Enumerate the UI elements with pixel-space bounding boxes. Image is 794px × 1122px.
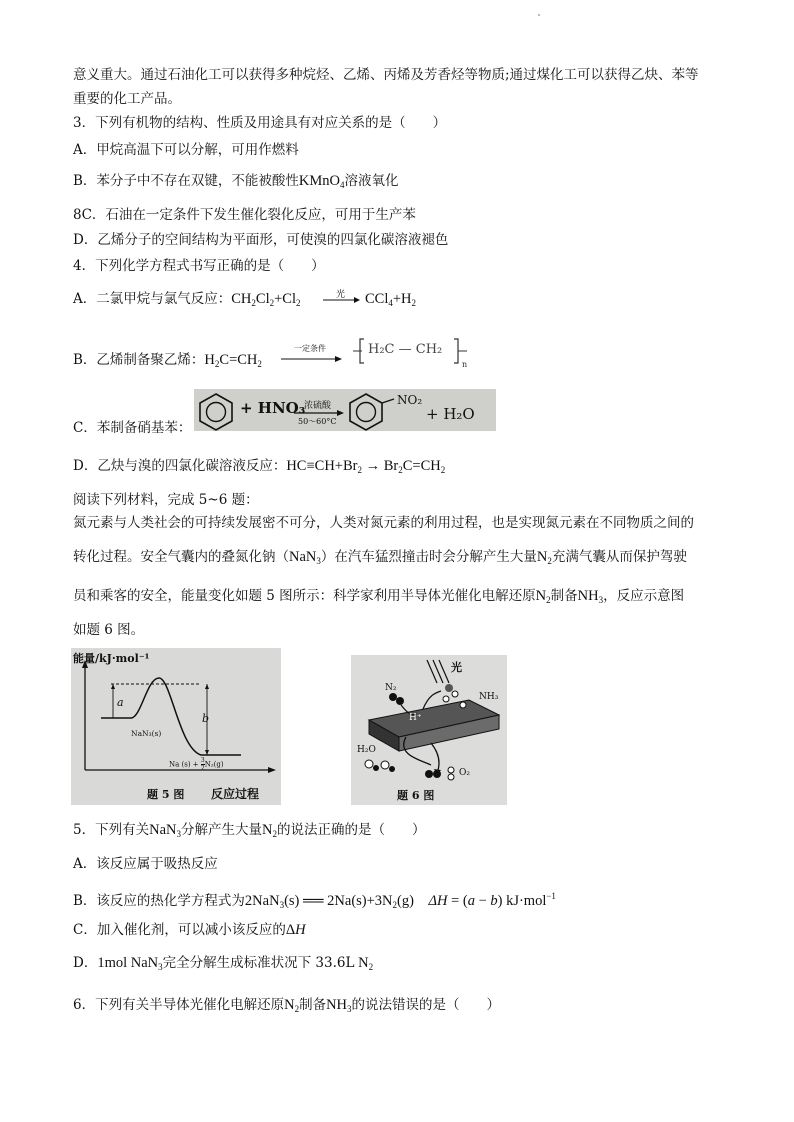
q5-option-c xyxy=(73,920,306,940)
n2-formula: $N_2$ xyxy=(284,997,300,1014)
ethylene-formula: $H_2C=CH_2$ xyxy=(204,352,262,369)
q3-b-tail: 溶液氧化 xyxy=(344,173,399,189)
delta-h-symbol: ΔH xyxy=(285,922,306,938)
scan-speck xyxy=(538,14,540,16)
polymer-unit: H₂C — CH₂ xyxy=(368,342,443,357)
fig5-caption: 题 5 图 xyxy=(147,788,185,801)
water-product: + H₂O xyxy=(426,405,475,423)
nh3-formula: $NH_3$ xyxy=(577,588,604,605)
intro-line-2: 重要的化工产品。 xyxy=(73,91,181,107)
fig5-product-n2: N₂(g) xyxy=(204,760,224,769)
q5-stem xyxy=(73,820,425,844)
n2-formula: $N_2$ xyxy=(261,822,277,839)
q4-option-c-label: C．苯制备硝基苯： xyxy=(73,420,192,436)
q6-stem xyxy=(73,995,500,1019)
reading-line-2a: 转化过程。安全气囊内的叠氮化钠（ xyxy=(73,549,289,565)
q5-stem-c: 的说法正确的是（ ） xyxy=(276,822,426,838)
fig5-label-a: a xyxy=(117,696,124,709)
q4-b-label: B．乙烯制备聚乙烯： xyxy=(73,352,205,368)
q4-option-a xyxy=(73,289,301,313)
reading-line-1: 氮元素与人类社会的可持续发展密不可分，人类对氮元素的利用过程，也是实现氮元素在不同物质之间的 xyxy=(73,515,694,531)
q3-option-c: 8C．石油在一定条件下发生催化裂化反应，可用于生产苯 xyxy=(73,207,416,223)
hno3-reagent: + HNO₃ xyxy=(240,399,306,417)
n2-formula: $N_2$ xyxy=(535,588,551,605)
q4-option-d xyxy=(73,456,445,480)
q3-option-b xyxy=(73,171,399,195)
reading-intro: 阅读下列材料，完成 5~6 题： xyxy=(73,492,259,508)
fig6-o2-label: O₂ xyxy=(459,768,470,778)
q4-a-arrow xyxy=(322,288,362,308)
q5-stem-a: 5．下列有关 xyxy=(73,822,150,838)
q4-b-arrow xyxy=(280,345,344,367)
reading-line-3a: 员和乘客的安全，能量变化如题 5 图所示：科学家利用半导体光催化电解还原 xyxy=(73,588,536,604)
q5-d-label: D． xyxy=(73,955,98,971)
reading-line-2b: ）在汽车猛烈撞击时会分解产生大量 xyxy=(320,549,537,565)
q6-stem-b: 制备 xyxy=(299,997,327,1013)
fig6-h2o-label: H₂O xyxy=(357,745,376,755)
energy-profile-graphic xyxy=(71,648,281,805)
q6-stem-c: 的说法错误的是（ ） xyxy=(351,997,501,1013)
fig5-x-axis-label: 反应过程 xyxy=(211,787,260,801)
fig6-light-label: 光 xyxy=(451,661,462,674)
q3-stem: 3．下列有机物的结构、性质及用途具有对应关系的是（ ） xyxy=(73,115,447,131)
acetylene-equation: $HC\equiv CH+Br_2 \to Br_2C=CH_2$ xyxy=(286,458,446,475)
q4-a-label: A．二氯甲烷与氯气反应： xyxy=(73,291,232,307)
reading-line-2 xyxy=(73,547,687,571)
fig5-product-label xyxy=(169,757,224,772)
svg-text:n: n xyxy=(462,360,468,369)
temperature-label: 50～60°C xyxy=(298,417,337,426)
q4-option-b xyxy=(73,350,262,374)
q3-b-text: B．苯分子中不存在双键，不能被酸性 xyxy=(73,173,299,189)
nan3-formula: NaN$_3$ xyxy=(289,549,321,566)
nitration-equation-image xyxy=(194,389,496,431)
polyethylene-structure xyxy=(350,335,470,369)
q5-option-b xyxy=(73,886,556,915)
mol-nan3-amount: 1mol NaN$_3$ xyxy=(97,955,163,972)
q5-option-d xyxy=(73,953,373,977)
reading-line-2c: 充满气囊从而保护驾驶 xyxy=(551,549,687,565)
q4-stem: 4．下列化学方程式书写正确的是（ ） xyxy=(73,258,325,274)
n2-formula: $N_2$ xyxy=(354,955,374,972)
fig5-reactant-label: NaN₃(s) xyxy=(131,729,162,738)
catalyst-label: 浓硫酸 xyxy=(304,401,332,411)
q5-stem-b: 分解产生大量 xyxy=(180,822,262,838)
q4-a-condition: 光 xyxy=(336,290,346,300)
intro-line-1: 意义重大。通过石油化工可以获得多种烷烃、乙烯、丙烯及芳香烃等物质;通过煤化工可以获得乙炔、苯等 xyxy=(73,67,699,83)
q5-c-text: C．加入催化剂，可以减小该反应的 xyxy=(73,922,286,938)
q6-stem-a: 6．下列有关半导体光催化电解还原 xyxy=(73,997,285,1013)
q5-d-text: 完全分解生成标准状况下 33.6L xyxy=(162,955,355,971)
fig5-frac-den: 2 xyxy=(200,765,205,772)
reading-line-3c: ，反应示意图 xyxy=(603,588,685,604)
fig5-product-na: Na (s) + xyxy=(169,760,201,769)
q3-option-a: A．甲烷高温下可以分解，可用作燃料 xyxy=(73,142,299,158)
fig5-frac-num: 3 xyxy=(200,757,205,764)
q4-b-condition: 一定条件 xyxy=(294,344,326,353)
reading-line-3 xyxy=(73,586,684,610)
nh3-formula: $NH_3$ xyxy=(326,997,352,1014)
kmno4-formula: KMnO$_4$ xyxy=(298,173,345,190)
reading-line-4: 如题 6 图。 xyxy=(73,622,145,638)
thermochemical-equation: 2NaN$_3$(s) ══ $2Na(s)+3N_2(g)$ ΔH = (a − b) kJ·mol$^{-1}$ xyxy=(244,891,556,910)
n2-formula: $N_2$ xyxy=(536,549,552,566)
fig5-label-b: b xyxy=(202,712,210,725)
reading-line-3b: 制备 xyxy=(550,588,578,604)
figure-6-photocatalysis xyxy=(351,655,507,805)
q4-a-products: $CCl_4+H_2$ xyxy=(365,291,417,308)
q3-option-d: D．乙烯分子的空间结构为平面形，可使溴的四氯化碳溶液褪色 xyxy=(73,232,449,248)
nitro-group-label: NO₂ xyxy=(397,393,423,407)
nan3-formula: NaN$_3$ xyxy=(149,822,181,839)
figure-5-energy-diagram xyxy=(71,648,281,805)
fig5-y-axis-label: 能量/kJ·mol⁻¹ xyxy=(73,652,150,665)
q5-b-text: B．该反应的热化学方程式为 xyxy=(73,892,245,909)
fig6-nh3-label: NH₃ xyxy=(479,692,499,702)
long-arrow-icon xyxy=(280,345,344,367)
q4-d-label: D．乙炔与溴的四氯化碳溶液反应： xyxy=(73,458,287,474)
photocatalyst-graphic xyxy=(351,655,507,805)
fig6-hplus-label: H⁺ xyxy=(409,713,422,723)
q4-a-reactants: $CH_2Cl_2+Cl_2$ xyxy=(231,291,301,308)
fig6-caption: 题 6 图 xyxy=(397,789,435,802)
arrow-right-icon xyxy=(322,288,362,308)
fig6-n2-label: N₂ xyxy=(385,683,397,693)
q5-option-a: A．该反应属于吸热反应 xyxy=(73,856,218,872)
